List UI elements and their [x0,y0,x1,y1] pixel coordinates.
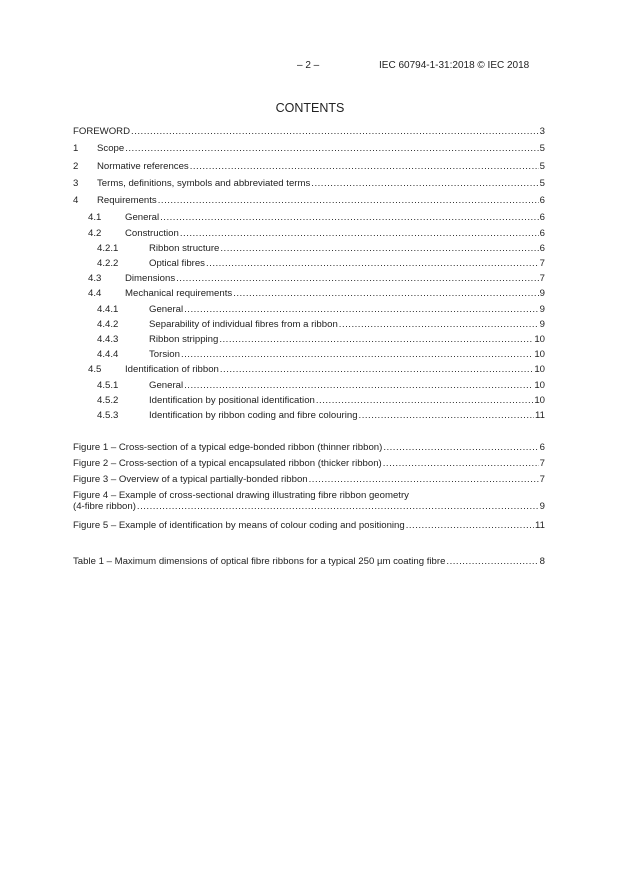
page-ref: 5 [539,160,545,172]
figure-title: Figure 1 – Cross-section of a typical edge-bonded ribbon (thinner ribbon) [73,442,383,453]
page-title: CONTENTS [275,101,345,115]
page-ref: 9 [539,318,545,330]
page-ref: 10 [534,364,545,376]
page-ref: 6 [539,195,545,207]
toc-entry[interactable] [73,364,545,379]
section-number: 4.1 [88,212,102,224]
table-of-contents [73,126,545,425]
section-title: General [149,379,184,391]
section-number: 4.4.3 [97,333,119,345]
page-ref: 10 [534,394,545,406]
dot-leader [176,273,539,284]
page-ref: 6 [539,212,545,224]
dot-leader [158,195,539,206]
toc-entry[interactable] [73,410,545,425]
section-title: Separability of individual fibres from a ribbon [149,318,338,330]
section-number: 4.4.4 [97,349,119,361]
toc-entry[interactable] [73,319,545,334]
section-number: 4.4.2 [97,318,119,330]
section-title: Requirements [97,195,157,207]
toc-entry[interactable] [73,228,545,243]
figure-entry[interactable] [73,490,545,520]
dot-leader [184,380,533,391]
section-title: Construction [125,227,179,239]
dot-leader [219,334,533,345]
toc-entry[interactable] [73,334,545,349]
section-number: 4.5.2 [97,394,119,406]
page-ref: 5 [539,177,545,189]
dot-leader [220,243,538,254]
section-number: 4.2.2 [97,258,119,270]
toc-entry[interactable] [73,258,545,273]
page-ref: 7 [539,273,545,285]
section-number: 4.5.3 [97,409,119,421]
page-ref: 5 [539,143,545,155]
figure-title-cont: (4-fibre ribbon) [73,501,136,512]
toc-entry[interactable] [73,395,545,410]
dot-leader [160,212,539,223]
section-number: 4.5 [88,364,102,376]
figure-title: Figure 3 – Overview of a typical partially-bonded ribbon [73,474,308,485]
toc-entry[interactable] [73,161,545,178]
dot-leader [137,501,539,512]
toc-entry[interactable] [73,304,545,319]
dot-leader [206,258,539,269]
dot-leader [233,288,538,299]
dot-leader [180,228,539,239]
section-title: Ribbon stripping [149,333,219,345]
dot-leader [220,364,533,375]
page-ref: 6 [539,227,545,239]
dot-leader [125,143,538,154]
page-ref: 6 [539,442,545,453]
section-title: Normative references [97,160,189,172]
dot-leader [181,349,533,360]
list-of-tables [73,556,545,571]
toc-entry[interactable] [73,273,545,288]
toc-entry[interactable] [73,143,545,160]
dot-leader [316,395,533,406]
dot-leader [309,474,539,485]
toc-entry[interactable] [73,178,545,195]
section-number: 2 [73,160,79,172]
toc-entry[interactable] [73,243,545,258]
section-title: Identification by ribbon coding and fibre colouring [149,409,358,421]
dot-leader [311,178,538,189]
section-title: Mechanical requirements [125,288,233,300]
page-ref: 7 [539,474,545,485]
section-number: 1 [73,143,79,155]
section-title: Scope [97,143,125,155]
dot-leader [339,319,539,330]
section-number: 4.3 [88,273,102,285]
page-number: – 2 – [297,60,320,71]
figure-entry[interactable] [73,520,545,536]
section-title: FOREWORD [73,126,131,137]
document-reference: IEC 60794-1-31:2018 © IEC 2018 [379,60,530,71]
section-number: 3 [73,177,79,189]
section-title: Torsion [149,349,180,361]
dot-leader [131,126,539,137]
page-ref: 8 [539,556,545,567]
figure-title: Figure 2 – Cross-section of a typical encapsulated ribbon (thicker ribbon) [73,458,382,469]
toc-entry[interactable] [73,212,545,227]
section-title: Identification by positional identification [149,394,315,406]
dot-leader [446,556,538,567]
page-ref: 10 [534,349,545,361]
page-ref: 9 [539,303,545,315]
figure-entry[interactable] [73,474,545,490]
page-ref: 9 [539,501,545,512]
figure-entry[interactable] [73,458,545,474]
figure-entry[interactable] [73,442,545,458]
dot-leader [184,304,539,315]
section-number: 4.2.1 [97,242,119,254]
table-title: Table 1 – Maximum dimensions of optical fibre ribbons for a typical 250 µm coating fibre [73,556,446,567]
section-title: Ribbon structure [149,242,220,254]
toc-entry[interactable] [73,349,545,364]
section-number: 4.5.1 [97,379,119,391]
dot-leader [190,161,539,172]
toc-entry[interactable] [73,126,545,143]
page-ref: 6 [539,242,545,254]
section-title: General [149,303,184,315]
dot-leader [383,458,539,469]
figure-entry-cont [73,501,545,515]
section-title: Identification of ribbon [125,364,219,376]
section-number: 4.4.1 [97,303,119,315]
section-title: Optical fibres [149,258,205,270]
table-entry[interactable] [73,556,545,571]
section-number: 4.2 [88,227,102,239]
toc-entry[interactable] [73,288,545,303]
page-ref: 10 [534,333,545,345]
dot-leader [359,410,534,421]
page-ref: 7 [539,258,545,270]
page-ref: 11 [535,409,545,421]
figure-title: Figure 5 – Example of identification by means of colour coding and positioning [73,520,405,531]
list-of-figures [73,442,545,536]
dot-leader [406,520,534,531]
dot-leader [383,442,538,453]
toc-entry[interactable] [73,380,545,395]
figure-title: Figure 4 – Example of cross-sectional drawing illustrating fibre ribbon geometry [73,490,409,501]
section-title: General [125,212,160,224]
page-ref: 10 [534,379,545,391]
section-number: 4.4 [88,288,102,300]
section-number: 4 [73,195,79,207]
section-title: Terms, definitions, symbols and abbreviated terms [97,177,311,189]
section-title: Dimensions [125,273,176,285]
page-ref: 9 [539,288,545,300]
page-ref: 11 [535,520,545,531]
page-ref: 3 [539,126,545,137]
toc-entry[interactable] [73,195,545,212]
page-ref: 7 [539,458,545,469]
